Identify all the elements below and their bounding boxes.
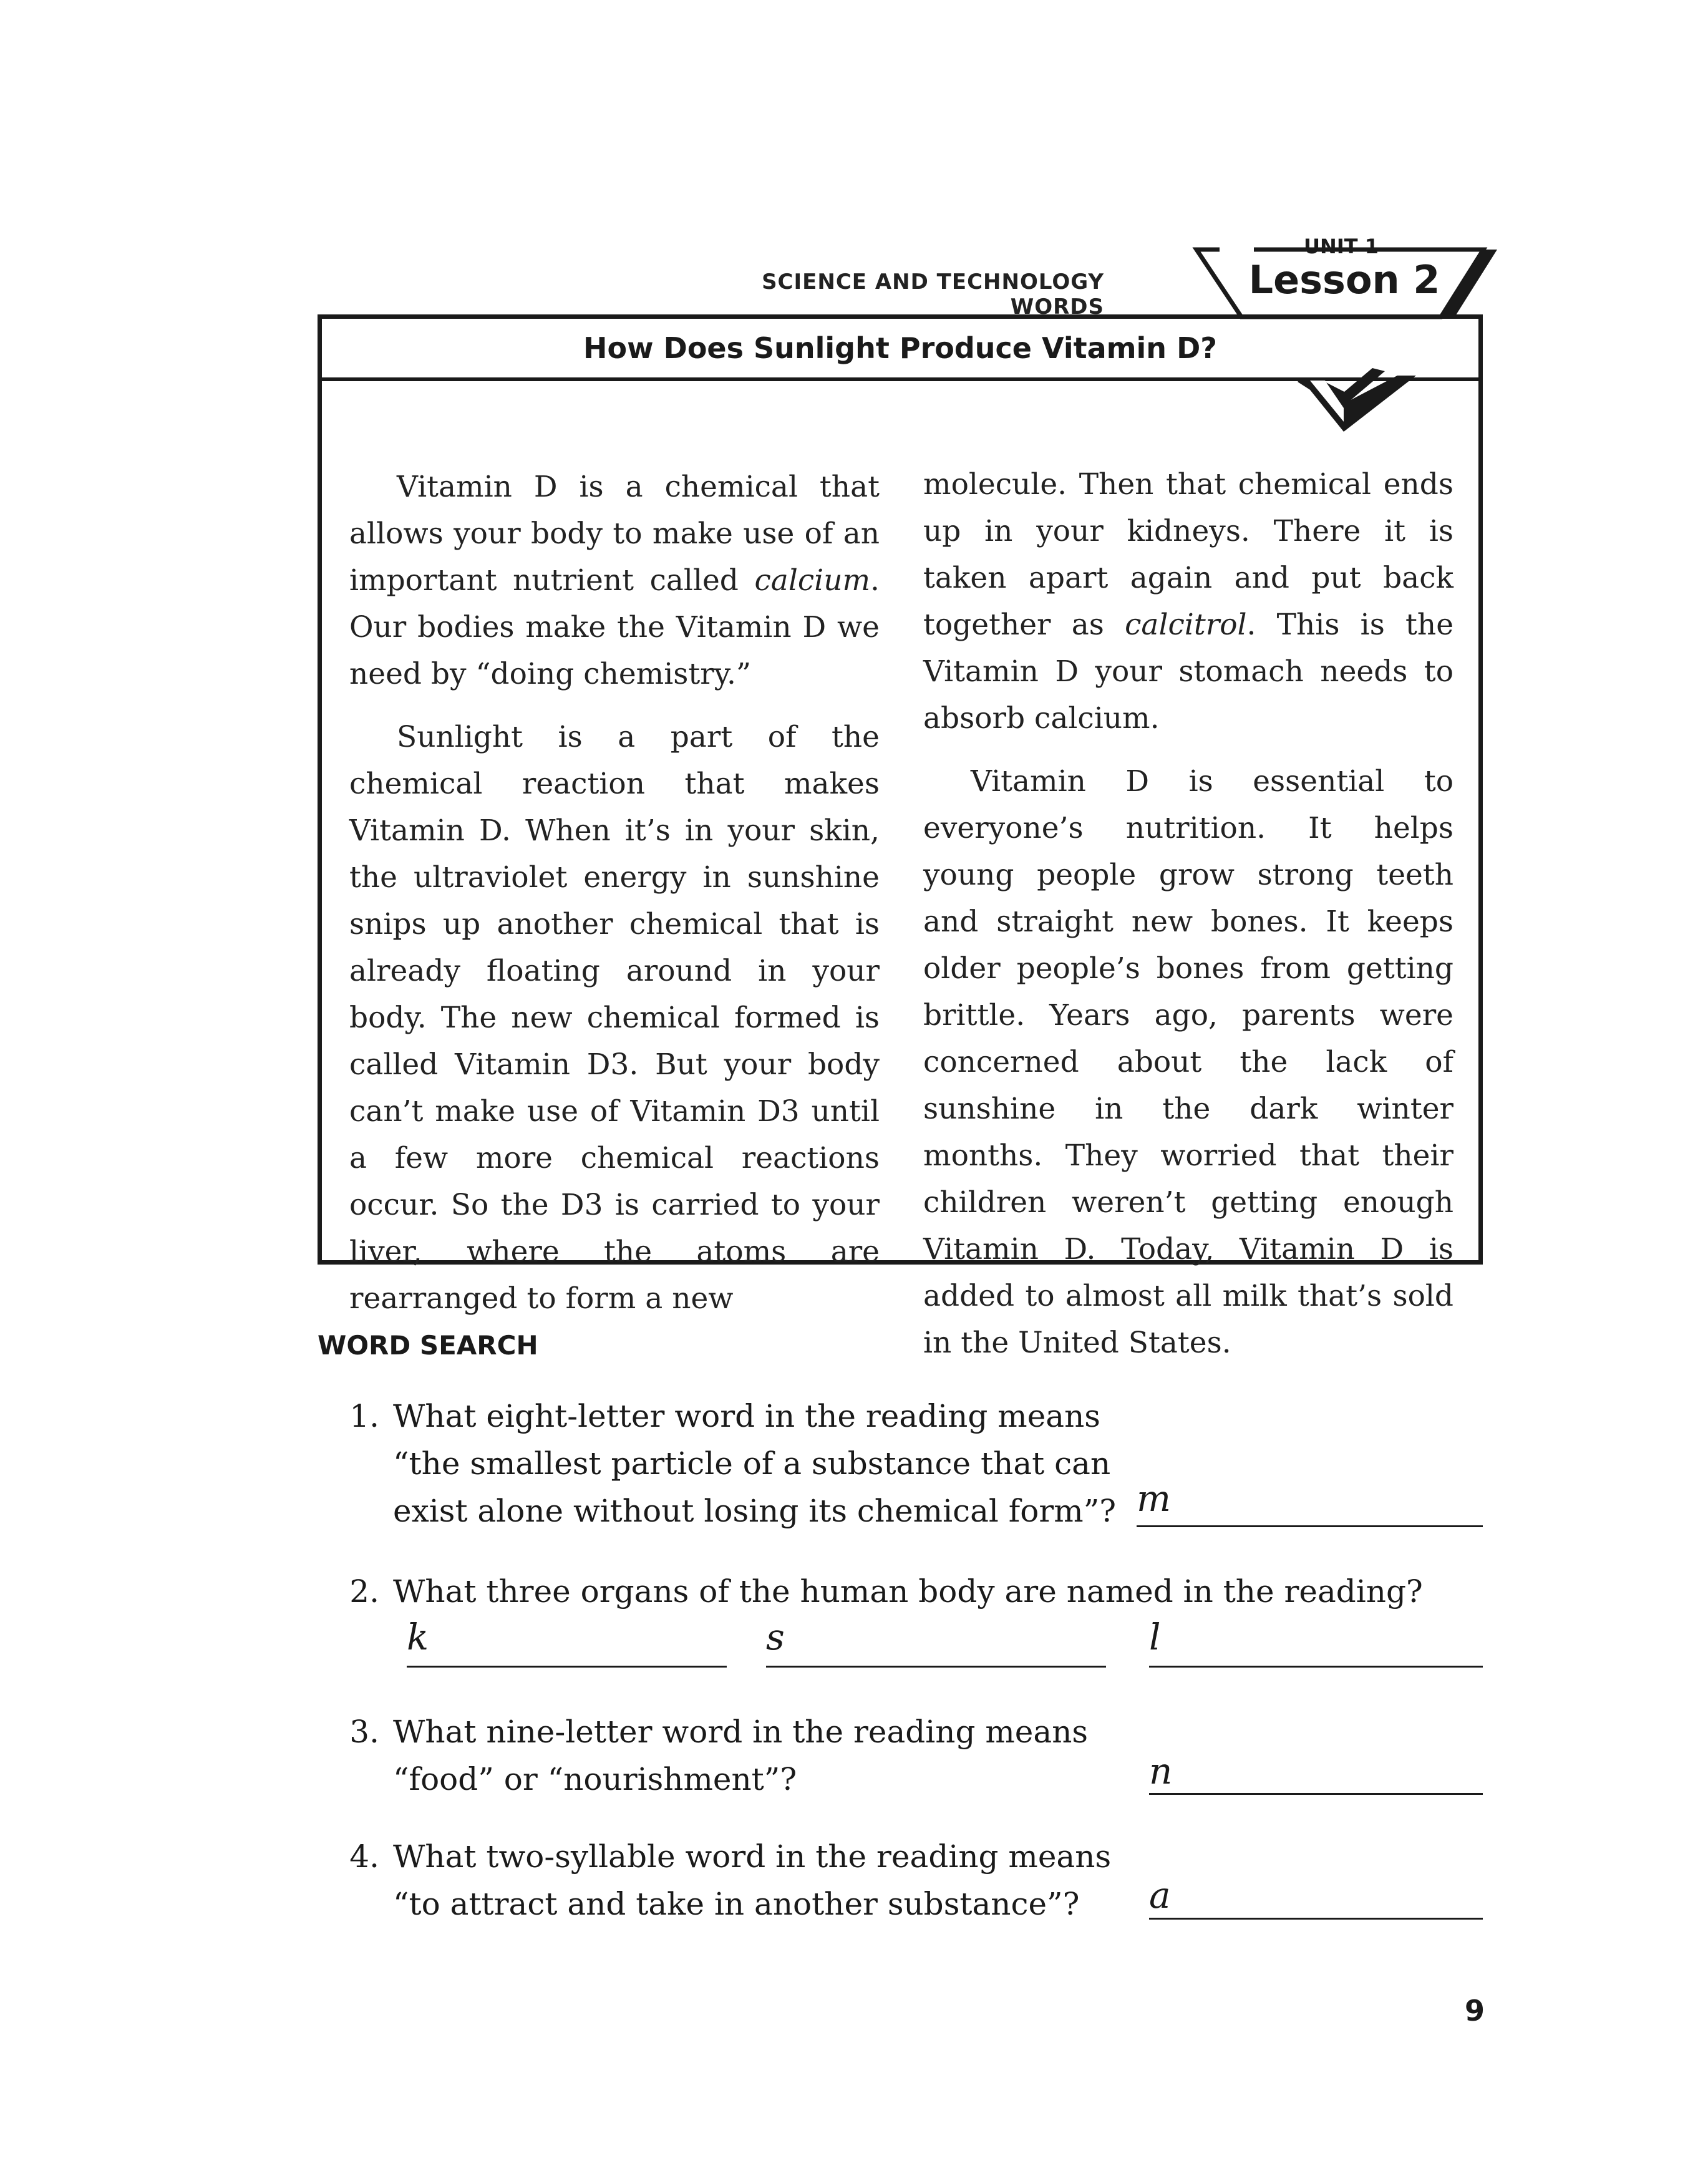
- question-number: 4.: [349, 1838, 379, 1875]
- reading-paragraph: Vitamin D is essential to everyone’s nutrition. It helps young people grow strong teeth and straight new bones. It keeps older people’s bones from getting brittle. Years ago, parents were concerned about the lack of sunshine in the dark winter months. They worried that their children weren’t getting enough Vitamin D. Today, Vitamin D is added to almost all milk that’s sold in the United States.: [923, 764, 1453, 1360]
- term-calcium: calcium: [754, 563, 871, 598]
- reading-title: How Does Sunlight Produce Vitamin D?: [583, 331, 1217, 365]
- answer-start-letter: l: [1149, 1616, 1161, 1658]
- question-line: exist alone without losing its chemical form”?: [393, 1493, 1117, 1529]
- answer-start-letter: s: [766, 1616, 785, 1658]
- question-text: [393, 1708, 1516, 1803]
- reading-paragraph: [349, 464, 880, 697]
- question-line: What three organs of the human body are named in the reading?: [393, 1573, 1423, 1610]
- unit-label: UNIT 1: [1304, 235, 1379, 258]
- reading-right-column: [923, 461, 1453, 1382]
- word-search-heading: WORD SEARCH: [318, 1330, 538, 1361]
- section-label: SCIENCE AND TECHNOLOGY WORDS: [762, 270, 1104, 319]
- question-number: 1.: [349, 1398, 379, 1434]
- reading-paragraph: [923, 461, 1453, 742]
- reading-check-icon: [1298, 372, 1422, 440]
- question-text: [393, 1833, 1516, 1928]
- question-line: What eight-letter word in the reading means: [393, 1398, 1100, 1434]
- answer-start-letter: n: [1149, 1750, 1173, 1792]
- paragraph-text: . This is the Vitamin D your stomach needs to absorb calcium.: [923, 608, 1454, 736]
- answer-blank[interactable]: [1149, 1918, 1483, 1920]
- question-text: [393, 1392, 1516, 1535]
- question-text: [393, 1568, 1516, 1615]
- term-calcitrol: calcitrol: [1125, 608, 1247, 642]
- question-number: 2.: [349, 1573, 379, 1610]
- question-line: “to attract and take in another substance”?: [393, 1886, 1080, 1922]
- answer-blank[interactable]: [1149, 1666, 1483, 1668]
- paragraph-text: molecule. Then that chemical ends up in your kidneys. There it is taken apart again and put back together as: [923, 467, 1453, 642]
- answer-blank[interactable]: [766, 1666, 1106, 1668]
- answer-blank[interactable]: [1137, 1525, 1483, 1527]
- reading-left-column: [349, 464, 880, 1338]
- paragraph-text: Vitamin D is a chemical that allows your body to make use of an important nutrient called: [349, 470, 880, 598]
- answer-start-letter: k: [407, 1616, 429, 1658]
- lesson-label: Lesson 2: [1248, 257, 1440, 303]
- answer-blank[interactable]: [407, 1666, 727, 1668]
- page-number: 9: [1464, 1994, 1485, 2028]
- question-number: 3.: [349, 1714, 379, 1750]
- reading-paragraph: Sunlight is a part of the chemical reaction that makes Vitamin D. When it’s in your skin, the ultraviolet energy in sunshine snips up another chemical that is already floating around in your body. The new chemical formed is called Vitamin D3. But your body can’t make use of Vitamin D3 until a few more chemical reactions occur. So the D3 is carried to your liver, where the atoms are rearranged to form a new: [349, 720, 880, 1316]
- paragraph-text: . Our bodies make the Vitamin D we need by “doing chemistry.”: [349, 563, 880, 691]
- question-line: What nine-letter word in the reading means: [393, 1714, 1089, 1750]
- answer-blank[interactable]: [1149, 1793, 1483, 1795]
- answer-start-letter: a: [1149, 1874, 1171, 1916]
- answer-start-letter: m: [1137, 1477, 1171, 1520]
- question-line: “the smallest particle of a substance that can: [393, 1445, 1111, 1482]
- question-line: “food” or “nourishment”?: [393, 1761, 797, 1797]
- question-line: What two-syllable word in the reading means: [393, 1838, 1112, 1875]
